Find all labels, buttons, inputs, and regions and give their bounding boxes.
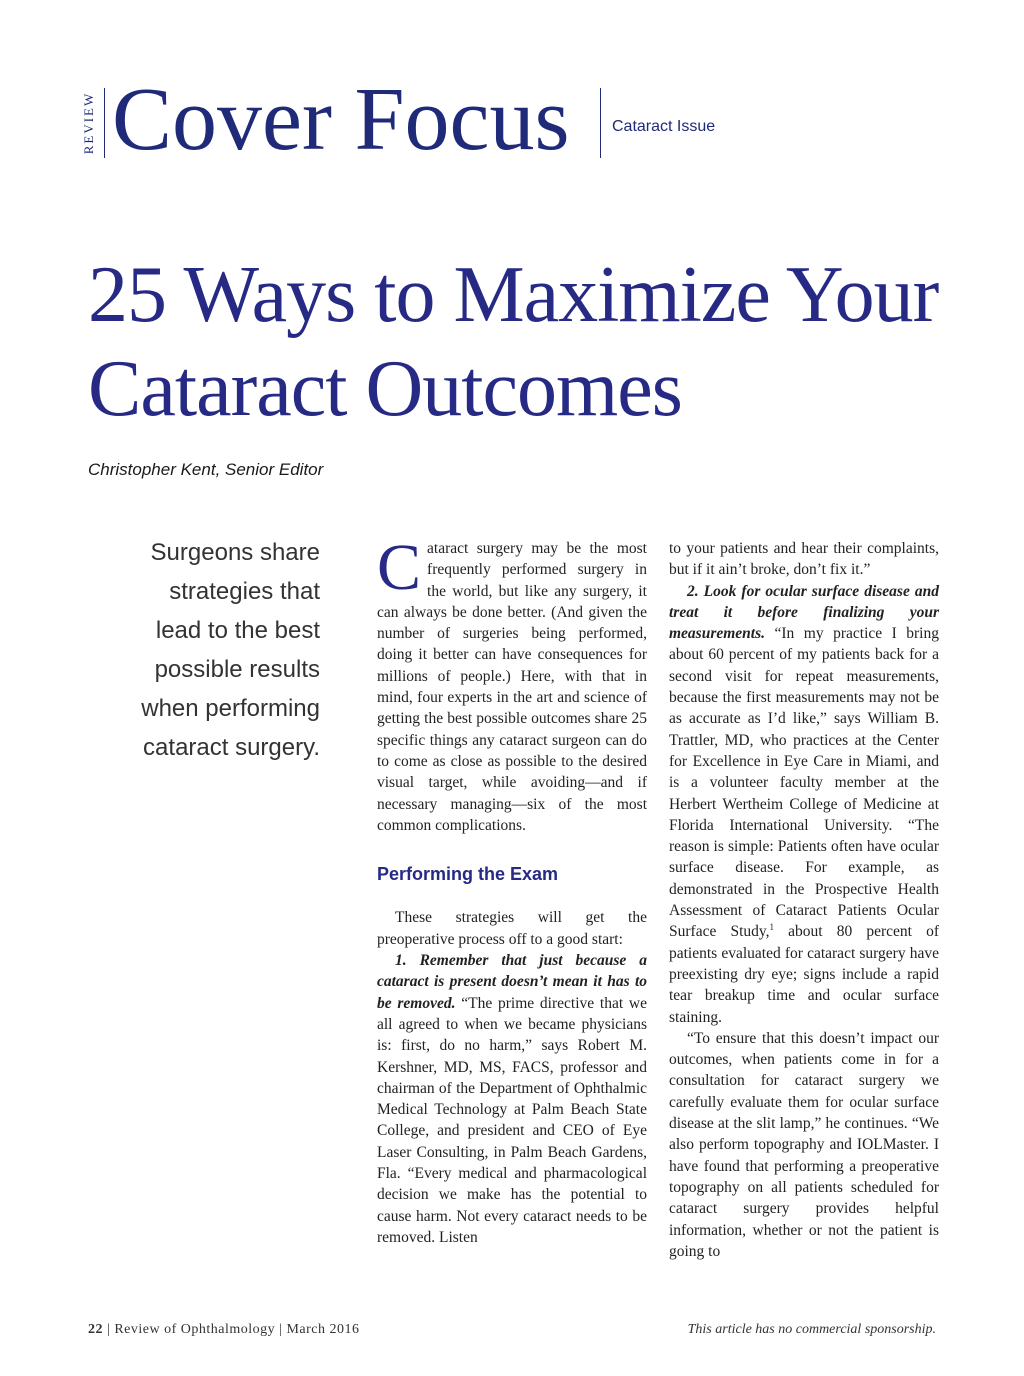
review-vertical-label bbox=[78, 88, 100, 158]
continuation-paragraph: to your patients and hear their complaints, but if it ain’t broke, don’t fix it.” bbox=[669, 540, 939, 579]
footer-separator: | bbox=[107, 1322, 115, 1337]
item-2-body-a: “In my practice I bring about 60 percent of my patients back for a second visit for repeat measurements, because the first measurements may not be as accurate as I’d like,” says William B. Trattler, MD, who practices at the Center for Excellence in Eye Care in Miami, and is a volunteer faculty member at the Herbert Wertheim College of Medicine at Florida International University. “The reason is simple: Patients often have ocular surface disease. For example, as demonstrated in the Prospective Health Assessment of Cataract Patients Ocular Surface Study, bbox=[669, 625, 939, 941]
byline: Christopher Kent, Senior Editor bbox=[88, 460, 324, 479]
review-label-text: REVIEW bbox=[81, 91, 96, 155]
issue-date: March 2016 bbox=[286, 1322, 360, 1337]
intro-text: ataract surgery may be the most frequently performed surgery in the world, but like any surgery, it can always be done better. (And given the number of surgeries being performed, doing it better can have consequences for millions of people.) Here, with that in mind, four experts in the art and science of getting the best possible outcomes share 25 specific things any cataract surgeon can do to come as close as possible to the desired visual target, while avoiding—and if necessary managing—six of the most common complications. bbox=[377, 540, 647, 834]
body-column-2 bbox=[669, 538, 939, 1262]
item-2-paragraph bbox=[669, 581, 939, 1028]
publication-name: Review of Ophthalmology bbox=[114, 1322, 276, 1337]
masthead-divider-left bbox=[104, 88, 105, 158]
item-1-body: “The prime directive that we all agreed to when we became physicians is: first, do no harm,” says Robert M. Kershner, MD, MS, FACS, professor and chairman of the Department of Ophthalmic Medical Technology at Palm Beach State College, and president and CEO of Eye Laser Consulting, in Palm Beach Gardens, Fla. “Every medical and pharmacological decision we make has the potential to cause harm. Not every cataract needs to be removed. Listen bbox=[377, 994, 647, 1246]
drop-cap: C bbox=[377, 531, 422, 604]
exam-paragraph: These strategies will get the preoperative process off to a good start: bbox=[377, 909, 647, 948]
body-column-1 bbox=[377, 531, 647, 1248]
closing-paragraph: “To ensure that this doesn’t impact our outcomes, when patients come in for a consultation for cataract surgery we carefully evaluate them for ocular surface disease at the slit lamp,” he continues. “We also perform topography and IOLMaster. I have found that performing a preoperative topography on all patients scheduled for cataract surgery provides helpful information, whether or not the patient is going to bbox=[669, 1029, 939, 1260]
footnote-ref: 1 bbox=[769, 922, 775, 933]
issue-label: Cataract Issue bbox=[612, 118, 716, 135]
page-number: 22 bbox=[88, 1322, 103, 1337]
item-1-title: 1. Remember that just because a cataract is present doesn’t mean it has to be removed. bbox=[377, 952, 647, 1012]
section-subhead: Performing the Exam bbox=[377, 864, 559, 885]
footer-separator: | bbox=[279, 1322, 287, 1337]
section-title: Cover Focus bbox=[112, 70, 570, 169]
item-1-paragraph bbox=[377, 950, 647, 1248]
page-footer bbox=[88, 1322, 359, 1338]
masthead-divider-right bbox=[600, 88, 601, 158]
item-2-body-b: about 80 percent of patients evaluated for cataract surgery have preexisting dry eye; signs include a rapid tear breakup time and ocular surface staining. bbox=[669, 923, 939, 1026]
article-headline: 25 Ways to Maximize Your Cataract Outcomes bbox=[88, 251, 939, 433]
intro-paragraph bbox=[377, 531, 647, 836]
pull-quote: Surgeons share strategies that lead to the best possible results when performing cataract surgery. bbox=[141, 539, 320, 761]
item-2-title: 2. Look for ocular surface disease and treat it before finalizing your measurements. bbox=[669, 582, 939, 643]
sponsorship-note: This article has no commercial sponsorship. bbox=[687, 1322, 936, 1337]
